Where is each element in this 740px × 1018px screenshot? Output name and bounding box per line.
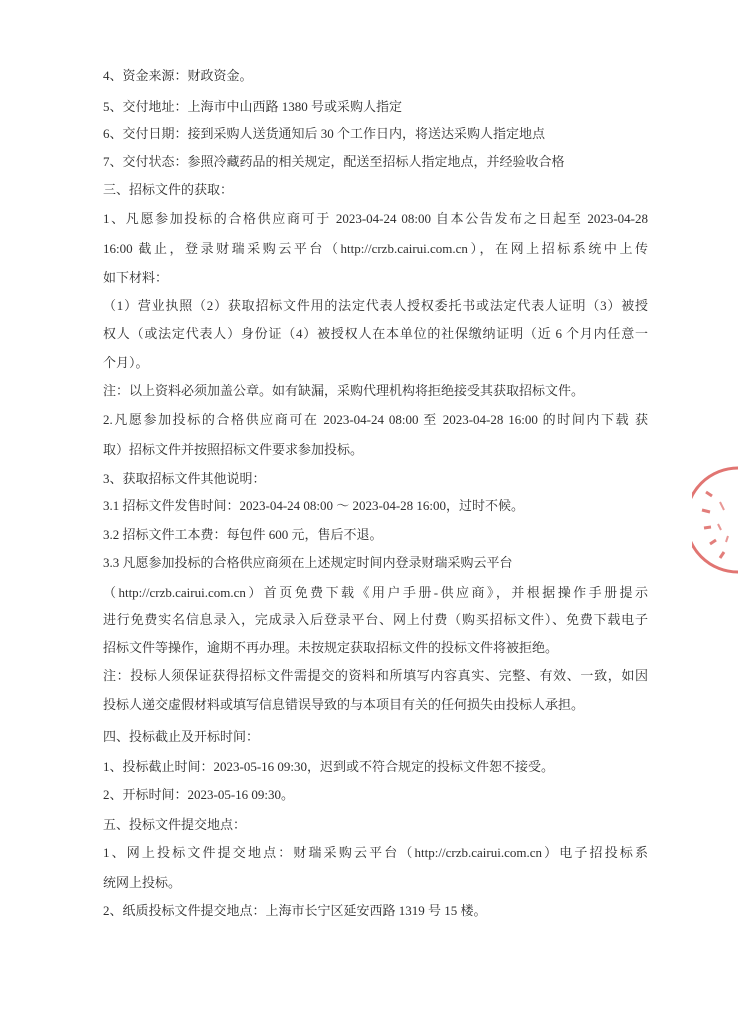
text-line: 3.1 招标文件发售时间：2023-04-24 08:00 ～ 2023-04-28 16:00，过时不候。 <box>103 498 525 513</box>
text-line: 取）招标文件并按照招标文件要求参加投标。 <box>103 442 364 457</box>
text-line: 1、凡愿参加投标的合格供应商可于 2023-04-24 08:00 自本公告发布之日起至 2023-04-28 <box>103 211 648 226</box>
text-line: （1）营业执照（2）获取招标文件用的法定代表人授权委托书或法定代表人证明（3）被授 <box>103 298 648 313</box>
text-line: 3、获取招标文件其他说明： <box>103 471 266 486</box>
section-heading: 四、投标截止及开标时间： <box>103 729 260 744</box>
text-line: 如下材料： <box>103 270 169 285</box>
text-line: 个月）。 <box>103 355 149 370</box>
text-line: 2.凡愿参加投标的合格供应商可在 2023-04-24 08:00 至 2023-04-28 16:00 的时间内下载 获 <box>103 412 648 427</box>
text-line: 7、交付状态：参照冷藏药品的相关规定，配送至招标人指定地点，并经验收合格 <box>103 154 565 169</box>
note-line: 注：以上资料必须加盖公章。如有缺漏，采购代理机构将拒绝接受其获取招标文件。 <box>103 383 585 398</box>
text-line: 16:00 截止，登录财瑞采购云平台（http://crzb.cairui.com.cn），在网上招标系统中上传 <box>103 241 648 256</box>
text-line: 3.2 招标文件工本费：每包件 600 元，售后不退。 <box>103 527 383 542</box>
text-line: 4、资金来源：财政资金。 <box>103 68 253 83</box>
text-line: 3.3 凡愿参加投标的合格供应商须在上述规定时间内登录财瑞采购云平台 <box>103 555 513 570</box>
partial-seal-stamp <box>692 462 738 582</box>
text-line: 统网上投标。 <box>103 875 182 890</box>
text-line: 2、纸质投标文件提交地点：上海市长宁区延安西路 1319 号 15 楼。 <box>103 903 487 918</box>
section-heading: 三、招标文件的获取： <box>103 182 234 197</box>
note-line: 注：投标人须保证获得招标文件需提交的资料和所填写内容真实、完整、有效、一致，如因 <box>103 668 648 683</box>
text-line: （http://crzb.cairui.com.cn）首页免费下载《用户手册-供应商》，并根据操作手册提示 <box>103 585 648 600</box>
text-line: 5、交付地址：上海市中山西路 1380 号或采购人指定 <box>103 99 403 114</box>
text-line: 1、投标截止时间：2023-05-16 09:30，迟到或不符合规定的投标文件恕不接受。 <box>103 759 555 774</box>
text-line: 1、网上投标文件提交地点：财瑞采购云平台（http://crzb.cairui.com.cn）电子招投标系 <box>103 845 648 860</box>
section-heading: 五、投标文件提交地点： <box>103 817 247 832</box>
text-line: 2、开标时间：2023-05-16 09:30。 <box>103 787 295 802</box>
text-line: 招标文件等操作，逾期不再办理。未按规定获取招标文件的投标文件将被拒绝。 <box>103 640 559 655</box>
text-line: 进行免费实名信息录入，完成录入后登录平台、网上付费（购买招标文件）、免费下载电子 <box>103 612 648 627</box>
text-line: 权人（或法定代表人）身份证（4）被授权人在本单位的社保缴纳证明（近 6 个月内任意一 <box>103 326 648 341</box>
text-line: 6、交付日期：接到采购人送货通知后 30 个工作日内，将送达采购人指定地点 <box>103 126 546 141</box>
text-line: 投标人递交虚假材料或填写信息错误导致的与本项目有关的任何损失由投标人承担。 <box>103 697 585 712</box>
